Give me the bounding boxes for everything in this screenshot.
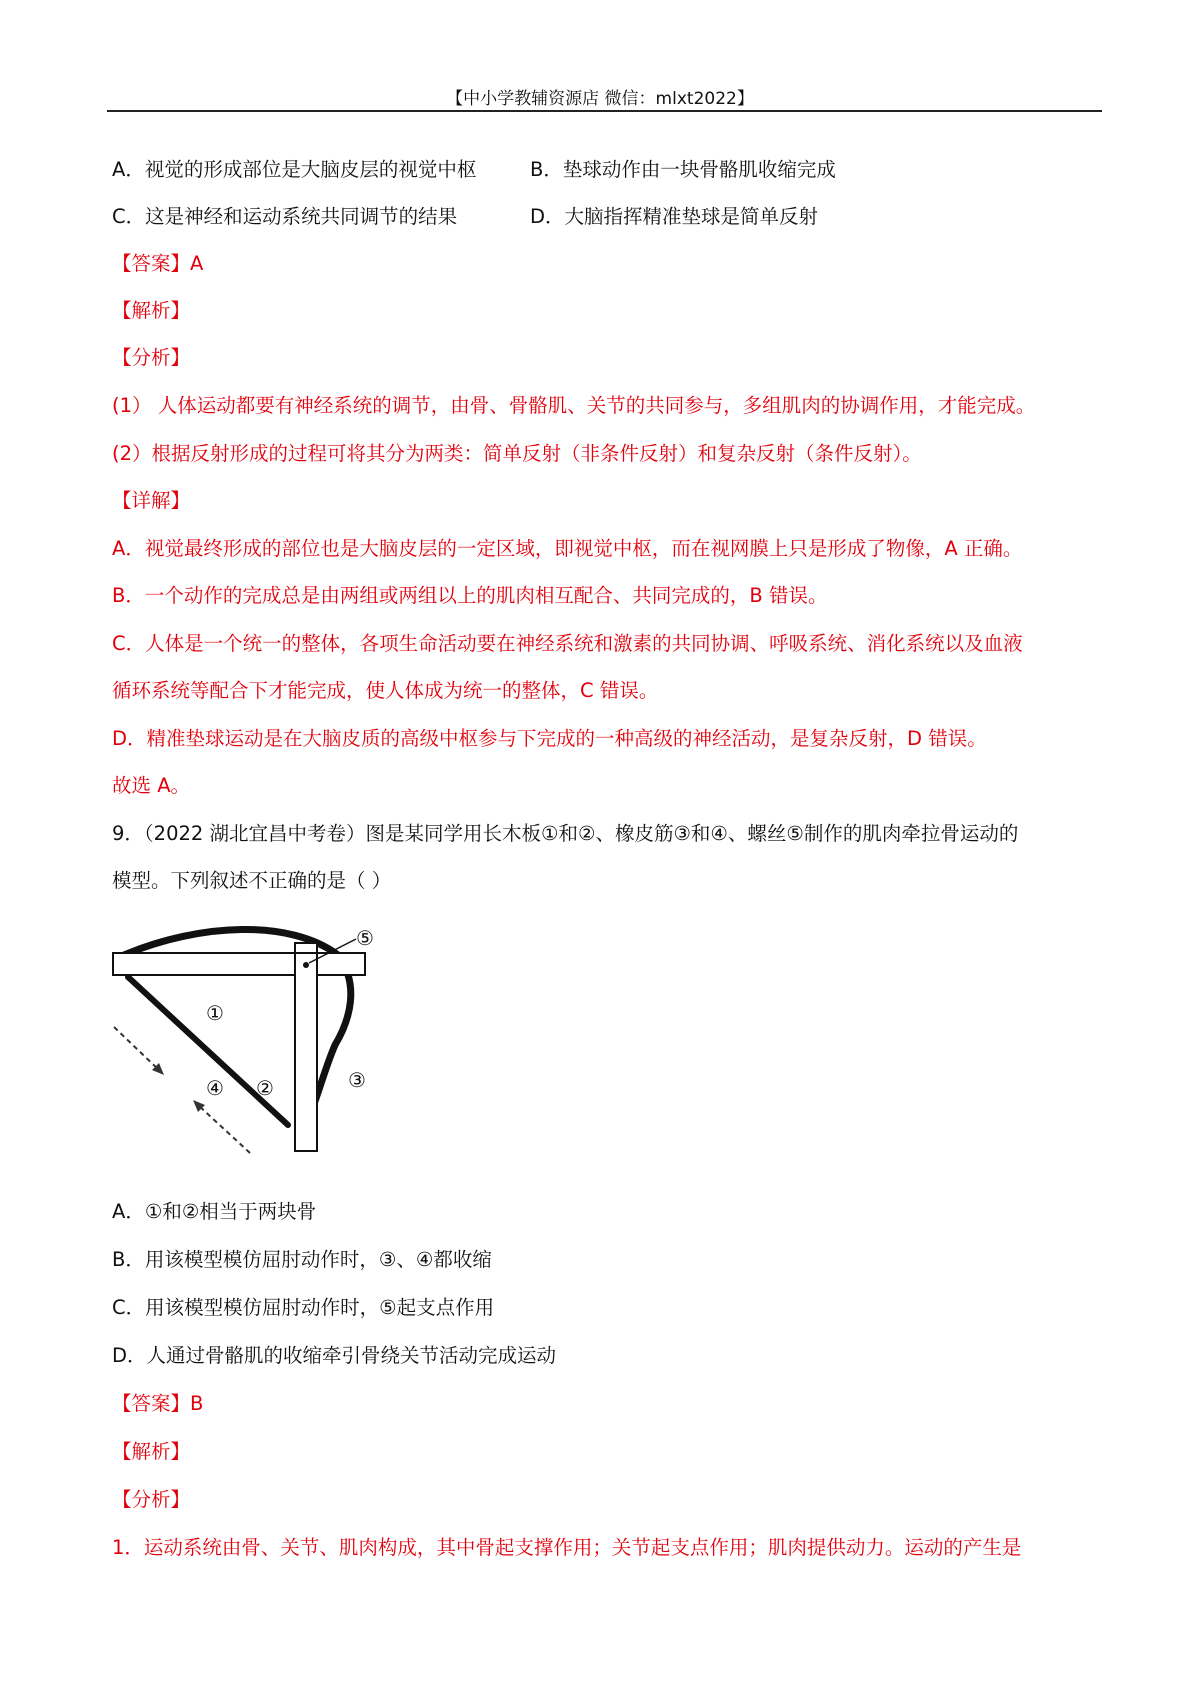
q8-option-a: A．视觉的形成部位是大脑皮层的视觉中枢: [112, 158, 477, 181]
label-1: ①: [206, 1001, 224, 1025]
q9-fenxi-heading: 【分析】: [112, 1488, 191, 1511]
q9-option-d: D．人通过骨骼肌的收缩牵引骨绕关节活动完成运动: [112, 1344, 557, 1367]
q9-option-a: A．①和②相当于两块骨: [112, 1200, 317, 1223]
q8-jiexi-heading: 【解析】: [112, 299, 191, 322]
q8-analysis-1: (1） 人体运动都要有神经系统的调节，由骨、骨骼肌、关节的共同参与，多组肌肉的协调作用，才能完成。: [112, 394, 1036, 417]
q8-detail-c-line1: C．人体是一个统一的整体，各项生命活动要在神经系统和激素的共同协调、呼吸系统、消化系统以及血液: [112, 632, 1023, 655]
q8-detail-d: D．精准垫球运动是在大脑皮质的高级中枢参与下完成的一种高级的神经活动，是复杂反射，D 错误。: [112, 727, 987, 750]
band-4: [128, 977, 288, 1125]
q8-option-c: C．这是神经和运动系统共同调节的结果: [112, 205, 458, 228]
label-5: ⑤: [356, 926, 374, 950]
label-2: ②: [256, 1076, 274, 1100]
screw-5: [303, 962, 309, 968]
dashed-arrow-down: [114, 1027, 160, 1071]
q9-jiexi-heading: 【解析】: [112, 1440, 191, 1463]
q9-option-b: B．用该模型模仿屈肘动作时，③、④都收缩: [112, 1248, 492, 1271]
plank-1: [113, 953, 365, 975]
dashed-arrow-up: [198, 1105, 250, 1153]
q8-answer: 【答案】A: [112, 252, 204, 275]
q9-analysis-1: 1．运动系统由骨、关节、肌肉构成，其中骨起支撑作用；关节起支点作用；肌肉提供动力。运动的产生是: [112, 1536, 1022, 1559]
muscle-bone-model-figure: [110, 925, 400, 1155]
q8-detail-c-line2: 循环系统等配合下才能完成，使人体成为统一的整体，C 错误。: [112, 679, 659, 702]
q8-conclusion: 故选 A。: [112, 774, 191, 797]
q9-answer: 【答案】B: [112, 1392, 204, 1415]
q9-stem-line1: 9．（2022 湖北宜昌中考卷）图是某同学用长木板①和②、橡皮筋③和④、螺丝⑤制作的肌肉牵拉骨运动的: [112, 822, 1019, 845]
q8-detail-a: A．视觉最终形成的部位也是大脑皮层的一定区域，即视觉中枢，而在视网膜上只是形成了物像，A 正确。: [112, 537, 1023, 560]
q8-fenxi-heading: 【分析】: [112, 346, 191, 369]
q8-analysis-2: (2）根据反射形成的过程可将其分为两类：简单反射（非条件反射）和复杂反射（条件反射）。: [112, 442, 922, 465]
page-header: 【中小学教辅资源店 微信：mlxt2022】: [446, 89, 754, 109]
q9-stem-line2: 模型。下列叙述不正确的是（ ）: [112, 869, 392, 892]
q8-option-d: D．大脑指挥精准垫球是简单反射: [530, 205, 819, 228]
label-3: ③: [348, 1068, 366, 1092]
label-4: ④: [206, 1076, 224, 1100]
q9-option-c: C．用该模型模仿屈肘动作时，⑤起支点作用: [112, 1296, 495, 1319]
q8-detail-b: B．一个动作的完成总是由两组或两组以上的肌肉相互配合、共同完成的，B 错误。: [112, 584, 828, 607]
q8-xiangjie-heading: 【详解】: [112, 489, 191, 512]
header-divider: [107, 110, 1102, 112]
q8-option-b: B．垫球动作由一块骨骼肌收缩完成: [530, 158, 836, 181]
plank-2: [295, 943, 317, 1151]
